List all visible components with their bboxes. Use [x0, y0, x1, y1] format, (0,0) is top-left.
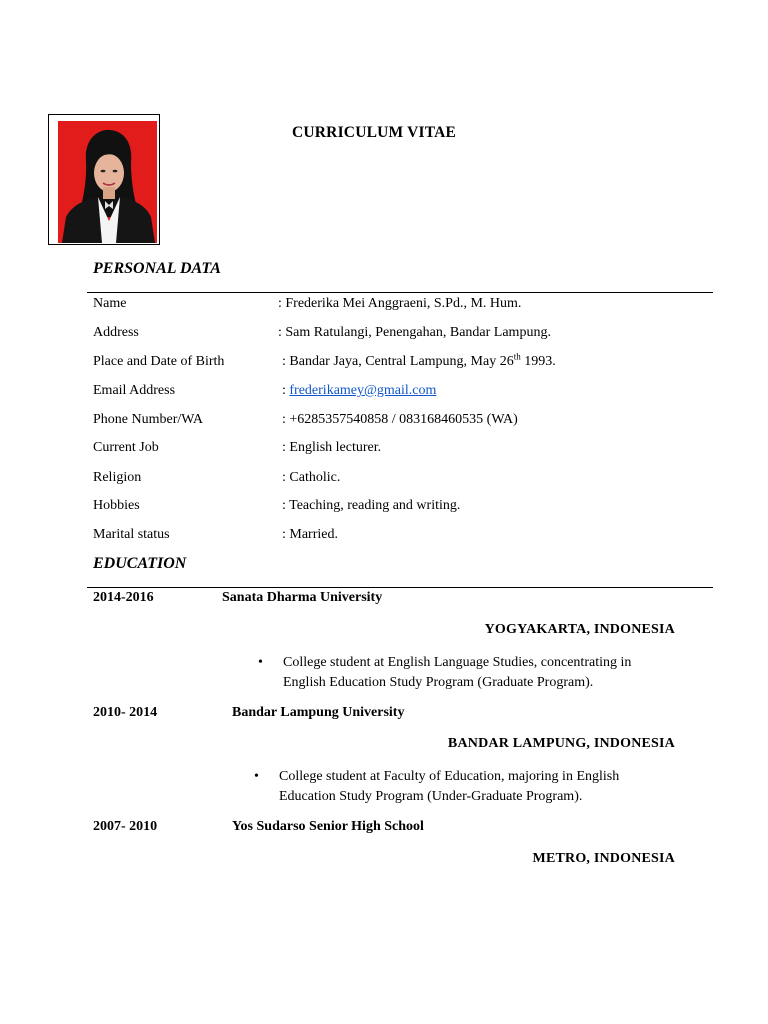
bullet-icon: • — [254, 769, 259, 784]
education-description — [258, 653, 632, 693]
education-location: YOGYAKARTA, INDONESIA — [484, 622, 675, 637]
education-description — [254, 767, 620, 807]
education-heading: EDUCATION — [93, 555, 187, 572]
phone-label: Phone Number/WA — [93, 412, 204, 427]
marital-label: Marital status — [93, 527, 170, 542]
birth-label: Place and Date of Birth — [93, 354, 225, 369]
birth-value-text: : Bandar Jaya, Central Lampung, May 26 — [282, 354, 514, 369]
email-link[interactable]: frederikamey@gmail.com — [289, 383, 437, 398]
religion-value: : Catholic. — [282, 470, 341, 485]
email-colon: : — [282, 383, 290, 398]
description-line: Education Study Program (Under-Graduate Program). — [279, 789, 583, 804]
profile-photo — [58, 121, 157, 243]
name-label: Name — [93, 296, 127, 311]
phone-value: : +6285357540858 / 083168460535 (WA) — [282, 412, 518, 427]
photo-frame — [48, 114, 160, 245]
education-institution: Sanata Dharma University — [222, 590, 383, 605]
section-divider — [87, 587, 713, 588]
name-value: : Frederika Mei Anggraeni, S.Pd., M. Hum. — [278, 296, 522, 311]
birth-year: 1993. — [520, 354, 556, 369]
education-institution: Bandar Lampung University — [232, 705, 405, 720]
description-line: College student at English Language Studies, concentrating in — [283, 655, 632, 670]
email-label: Email Address — [93, 383, 176, 398]
description-line: College student at Faculty of Education, majoring in English — [279, 769, 620, 784]
bullet-icon: • — [258, 655, 263, 670]
marital-value: : Married. — [282, 527, 338, 542]
birth-value — [282, 352, 556, 372]
education-location: BANDAR LAMPUNG, INDONESIA — [447, 736, 675, 751]
job-value: : English lecturer. — [282, 440, 382, 455]
education-location: METRO, INDONESIA — [532, 851, 675, 866]
address-value: : Sam Ratulangi, Penengahan, Bandar Lampung. — [278, 325, 551, 340]
education-years: 2007- 2010 — [93, 819, 158, 834]
education-years: 2014-2016 — [93, 590, 154, 605]
job-label: Current Job — [93, 440, 159, 455]
hobbies-value: : Teaching, reading and writing. — [282, 498, 461, 513]
section-divider — [87, 292, 713, 293]
document-title: CURRICULUM VITAE — [292, 124, 457, 141]
email-value — [282, 381, 436, 401]
religion-label: Religion — [93, 470, 142, 485]
address-label: Address — [93, 325, 139, 340]
description-line: English Education Study Program (Graduate Program). — [283, 675, 594, 690]
education-years: 2010- 2014 — [93, 705, 158, 720]
hobbies-label: Hobbies — [93, 498, 140, 513]
education-institution: Yos Sudarso Senior High School — [232, 819, 424, 834]
birth-ordinal-suffix: th — [513, 351, 521, 362]
personal-data-heading: PERSONAL DATA — [93, 260, 221, 277]
